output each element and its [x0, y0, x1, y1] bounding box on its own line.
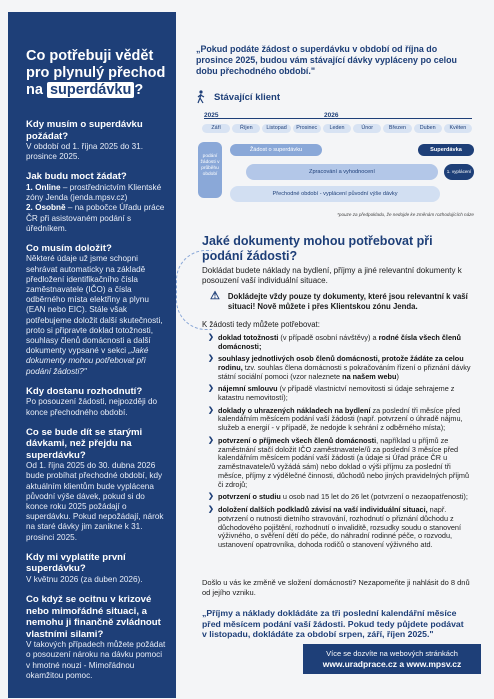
question-when-apply: Kdy musím o superdávku požádat? [26, 119, 143, 142]
month-label: Prosinec [293, 124, 321, 133]
month-label: Březen [383, 124, 411, 133]
bottom-quote: „Příjmy a náklady dokládáte za tři poslední kalendářní měsíce před měsícem podání vaší žádosti. Pokud tedy půjdete podávat v listopadu, dokládáte za období srpen, září, říjen 2025." [202, 608, 464, 640]
panel-headline: Co potřebuji vědět pro plynulý přechod na superdávku ? [26, 48, 166, 98]
bar-first-payment: 1. vyplácení [444, 164, 474, 180]
website-links[interactable]: www.uradprace.cz a www.mpsv.cz [322, 659, 462, 669]
month-label: Leden [323, 124, 351, 133]
year-2025: 2025 [204, 112, 219, 119]
answer-when-apply: V období od 1. října 2025 do 31. prosince 2025. [26, 142, 143, 162]
web-link[interactable]: na našem webu [342, 372, 397, 382]
list-item: ❯ nájemní smlouvu (v případě vlastnictví nemovitosti si údaje sehrajeme z katastru nemovitostí); [208, 385, 472, 403]
timeline-heading: Stávající klient [196, 90, 280, 104]
more-info-box: Více se dozvíte na webových stránkách www.uradprace.cz a www.mpsv.cz [303, 644, 481, 674]
list-item: ❯ doklad totožnosti (v případě osobní návštěvy) a rodné čísla všech členů domácnosti; [208, 334, 472, 352]
superdavka-highlight: superdávku [47, 82, 134, 98]
bar-transition: Přechodné období - vyplácení původní výše dávky [230, 186, 440, 202]
warning-note: ⚠ Dokládejte vždy pouze ty dokumenty, které jsou relevantní k vaší situaci! Nově můžete i přes Klientskou zónu Jenda. [210, 290, 468, 311]
month-label: Říjen [232, 124, 260, 133]
month-label: Duben [414, 124, 442, 133]
year-2026: 2026 [324, 112, 339, 119]
answer-how-apply: 1. Online – prostřednictvím Klientské zóny Jenda (jenda.mpsv.cz) 2. Osobně – na pobočce Úřadu práce ČR při asistovaném podání s úředníkem. [26, 182, 165, 233]
question-how-apply: Jak budu moct žádat? [26, 171, 127, 183]
list-item: ❯ doložení dalších podkladů závisí na vaší individuální situaci, např. potvrzení o nutnosti dietního stravování, rozhodnutí o přiznání důchodu z důchodového pojištění, rozhodnutí o invaliditě, rozsudky soudu o stanovení výživného, o svěření dětí do péče, do náhradní rodinné péče, o rozvodu, ustanovení opatrovníka, dohoda rodičů o stanovení výživného atd. [208, 506, 472, 551]
documents-intro: Dokládat budete náklady na bydlení, příjmy a jiné relevantní dokumenty k posouzení vaší individuální situace. [202, 266, 462, 285]
question-old-benefits: Co se bude dít se starými dávkami, než přejdu na superdávku? [26, 426, 143, 461]
question-first-payment: Kdy mi vyplatíte první superdávku? [26, 551, 126, 575]
bar-superdavka: Superdávka [418, 144, 474, 156]
month-label: Květen [444, 124, 472, 133]
month-label: Únor [353, 124, 381, 133]
walking-person-icon [196, 90, 206, 104]
household-change-note: Došlo u vás ke změně ve složení domácnosti? Nezapomeňte ji nahlásit do 8 dnů od jejího vzniku. [202, 578, 470, 597]
month-label: Listopad [262, 124, 290, 133]
answer-old-benefits: Od 1. října 2025 do 30. dubna 2026 bude probíhat přechodné období, kdy aktuálním klientům bude vyplácena původní výše dávek, pokud si do konce roku 2025 požádají o superdávku. Pokud nepožádají, nárok na staré dávky jim zanikne k 31. prosinci 2025. [26, 461, 164, 542]
month-label: Září [202, 124, 230, 133]
answer-documents: Některé údaje už jsme schopni sehrávat automaticky na základě předložení identifikačního čísla zaměstnavatele (IČO) a čísla odběrného místa elektřiny a plynu (EAN nebo EIC). Stále však potřebujeme doložit další skutečnosti, proto si připravte doklad totožnosti, souhlasy členů domácnosti a další dokumenty vypsané v sekci „Jaké dokumenty mohou potřebovat při podání žádosti?" [26, 254, 163, 376]
month-row [202, 124, 472, 133]
timeline-footnote: *pouze za předpokladu, že nedojde ke změnám rozhodujících náze [337, 212, 474, 217]
answer-first-payment: V květnu 2026 (za duben 2026). [26, 574, 143, 584]
question-decision: Kdy dostanu rozhodnutí? [26, 385, 143, 397]
timeline-side-label: podání žádosti v průběhu období [198, 142, 222, 198]
top-quote: „Pokud podáte žádost o superdávku v období od října do prosince 2025, budou vám stávající dávky vypláceny po celou dobu přechodného období." [196, 44, 457, 76]
left-info-panel [8, 12, 176, 698]
warning-icon: ⚠ [210, 290, 220, 302]
list-item: ❯ doklady o uhrazených nákladech na bydlení za poslední tři měsíce před kalendářním měsícem podání vaší žádosti (např. potvrzení o úhradě nájmu, služeb a energií - v případě, že nedojde k sehrání z odběrného místa); [208, 407, 472, 434]
documents-list-intro: K žádosti tedy můžete potřebovat: [202, 320, 320, 329]
documents-list [208, 334, 472, 554]
question-documents: Co musím doložit? [26, 242, 112, 254]
question-crisis: Co když se ocitnu v krizové nebo mimořádné situaci, a nemohu ji finančně zvládnout vlastními silami? [26, 594, 161, 640]
documents-heading: Jaké dokumenty mohou potřebovat při podání žádosti? [202, 234, 433, 263]
list-item: ❯ potvrzení o studiu u osob nad 15 let do 26 let (potvrzení o nezaopatřenosti); [208, 493, 472, 502]
list-item: ❯ potvrzení o příjmech všech členů domácnosti, například u příjmů ze zaměstnání stačí doložit IČO zaměstnavatele/ů za poslední 3 měsíce před kalendářním měsícem podání vaší žádosti (a údaje si Úřad práce ČR u zaměstnavatele/ů vyžádá sám) nebo doklad o výši příjmu za poslední tři měsíce, příjmy z výdělečné činnosti, důchodů nebo jiných pravidelných příjmů či zdrojů; [208, 437, 472, 490]
list-item: ❯ souhlasy jednotlivých osob členů domácnosti, protože žádáte za celou rodinu, tzv. souhlas člena domácnosti s pokračováním řízení o přiznání dávky státní sociální pomoci (vzor naleznete na našem webu) [208, 355, 472, 382]
answer-decision: Po posouzení žádosti, nejpozději do konce přechodného období. [26, 397, 158, 417]
bar-processing: Zpracování a vyhodnocení [246, 164, 438, 180]
transition-timeline [196, 112, 478, 222]
answer-crisis: V takových případech můžete požádat o posouzení nároku na dávku pomoci v hmotné nouzi - Mimořádnou okamžitou pomoc. [26, 640, 166, 680]
bar-apply: Žádost o superdávku [230, 144, 322, 156]
